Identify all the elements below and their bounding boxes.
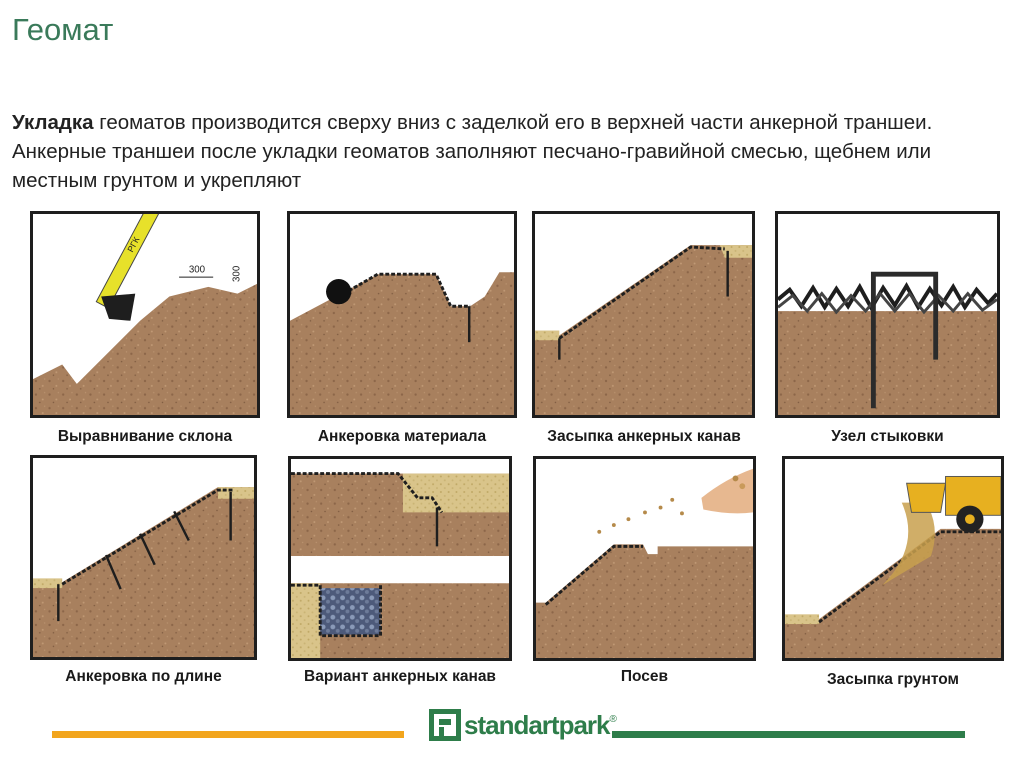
standartpark-logo-icon (428, 708, 462, 742)
panel-seeding (533, 456, 756, 661)
intro-bold: Укладка (12, 111, 94, 134)
caption-joint-node: Узел стыковки (831, 428, 944, 445)
caption-trench-backfill: Засыпка анкерных канав (547, 428, 741, 445)
caption-seeding: Посев (620, 668, 669, 685)
caption-lengthwise-anchoring: Анкеровка по длине (65, 668, 222, 685)
logo-registered-mark: ® (609, 714, 617, 725)
caption-trench-variant: Вариант анкерных канав (304, 668, 496, 685)
caption-soil-backfill: Засыпка грунтом (826, 671, 960, 688)
footer-brand-line (612, 731, 965, 738)
caption-material-anchoring: Анкеровка материала (317, 428, 487, 445)
caption-slope-leveling: Выравнивание склона (57, 428, 233, 445)
machine-label: РГК (125, 235, 142, 254)
slide-title: Геомат (12, 12, 114, 47)
panel-lengthwise-anchoring (30, 455, 257, 660)
dimension-label-1: 300 (188, 264, 206, 276)
logo-text: standartpark (464, 709, 610, 740)
intro-rest: геоматов производится сверху вниз с заделкой его в верхней части анкерной траншеи. Анкерные траншеи после укладки геоматов заполняют песчано-гравийной смесью, щебнем или местным грунтом и укрепляют (12, 111, 933, 192)
panel-joint-node (775, 211, 1000, 418)
panel-trench-variant (288, 456, 512, 661)
panel-soil-backfill (782, 456, 1004, 661)
standartpark-logo (428, 708, 617, 742)
panel-material-anchoring (287, 211, 517, 418)
panel-slope-leveling (30, 211, 260, 418)
intro-text (12, 108, 992, 195)
footer-accent-line (52, 731, 404, 738)
panel-trench-backfill (532, 211, 755, 418)
dimension-label-2: 300 (231, 265, 243, 282)
